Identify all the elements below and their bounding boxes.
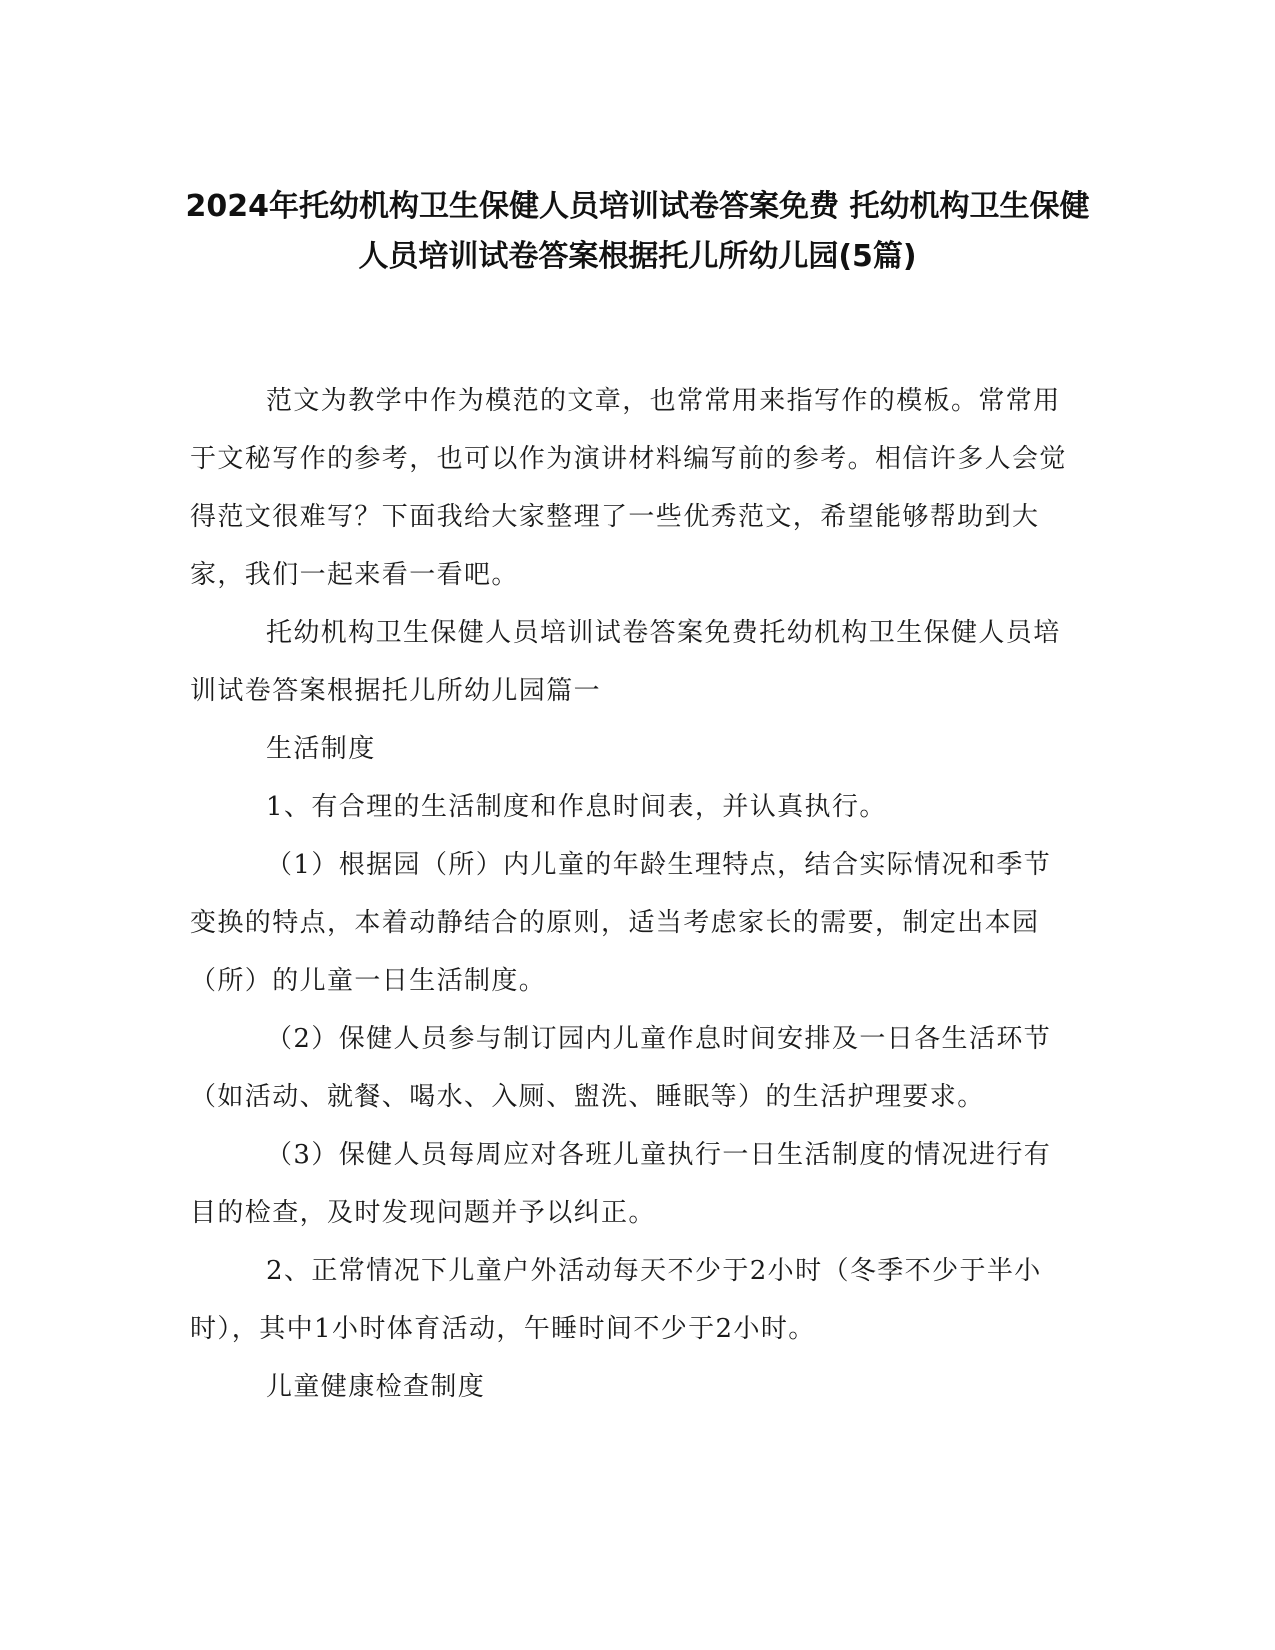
intro-paragraph: 范文为教学中作为模范的文章，也常常用来指写作的模板。常常用于文秘写作的参考，也可以作为演讲材料编写前的参考。相信许多人会觉得范文很难写？下面我给大家整理了一些优秀范文，希望能够帮助到大家，我们一起来看一看吧。 [190, 386, 1067, 590]
document-body [190, 372, 1070, 1416]
sub-item-2: （2）保健人员参与制订园内儿童作息时间安排及一日各生活环节（如活动、就餐、喝水、入厕、盥洗、睡眠等）的生活护理要求。 [190, 1024, 1052, 1112]
sub-item-1: （1）根据园（所）内儿童的年龄生理特点，结合实际情况和季节变换的特点，本着动静结合的原则，适当考虑家长的需要，制定出本园（所）的儿童一日生活制度。 [190, 850, 1052, 996]
document-title: 2024年托幼机构卫生保健人员培训试卷答案免费 托幼机构卫生保健人员培训试卷答案根据托儿所幼儿园(5篇) [185, 189, 1090, 274]
sub-item-3: （3）保健人员每周应对各班儿童执行一日生活制度的情况进行有目的检查，及时发现问题并予以纠正。 [190, 1140, 1052, 1228]
list-item-2: 2、正常情况下儿童户外活动每天不少于2小时（冬季不少于半小时），其中1小时体育活动，午睡时间不少于2小时。 [190, 1256, 1042, 1344]
section-heading-life-system: 生活制度 [266, 734, 376, 764]
article-heading: 托幼机构卫生保健人员培训试卷答案免费托幼机构卫生保健人员培训试卷答案根据托儿所幼儿园篇一 [190, 618, 1061, 706]
section-heading-health-check: 儿童健康检查制度 [266, 1372, 486, 1402]
list-item-1: 1、有合理的生活制度和作息时间表，并认真执行。 [266, 792, 887, 822]
